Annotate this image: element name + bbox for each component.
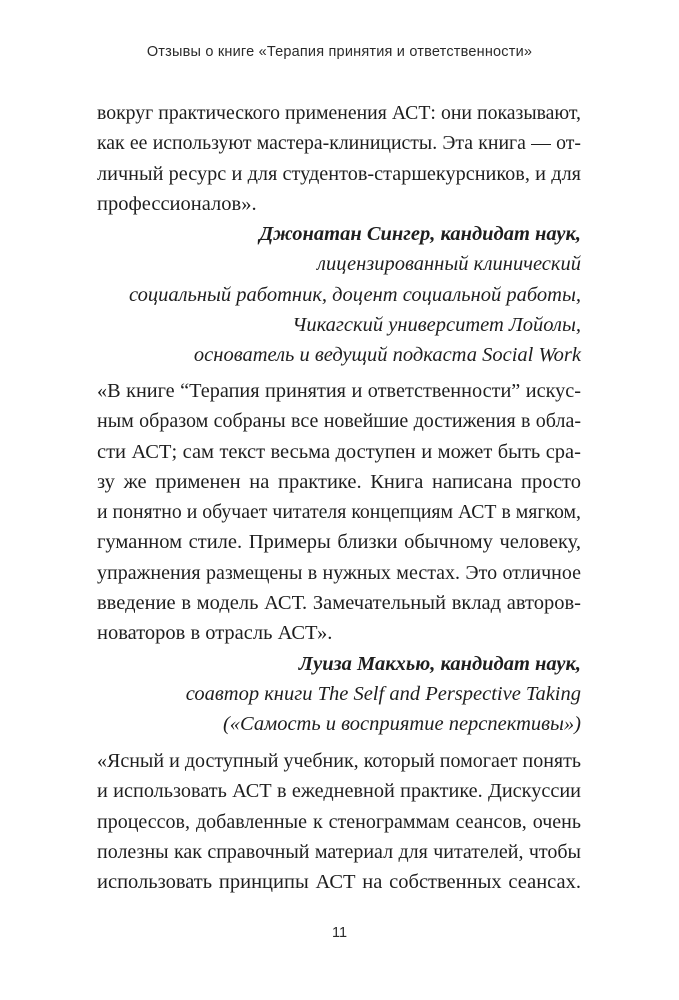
review-quote-1 xyxy=(97,98,581,371)
quote-line: личный ресурс и для студентов-старшекурсников, и для xyxy=(97,162,581,185)
quote-line: вокруг практического применения АСТ: они показывают, xyxy=(97,102,581,124)
reviewer-role: социальный работник, доцент социальной работы, xyxy=(129,283,581,306)
running-header: Отзывы о книге «Терапия принятия и ответственности» xyxy=(146,44,533,60)
quote-line: использовать принципы АСТ на собственных сеансах. xyxy=(97,871,581,894)
reviewer-name: Джонатан Сингер, кандидат наук, xyxy=(259,223,581,246)
reviewer-role: основатель и ведущий подкаста Social Work xyxy=(193,344,581,367)
quote-line: ным образом собраны все новейшие достижения в обла- xyxy=(97,410,581,433)
quote-line: процессов, добавленные к стенограммам сеансов, очень xyxy=(97,810,581,833)
quote-line: «Ясный и доступный учебник, который помогает понять xyxy=(97,750,581,772)
quote-line: упражнения размещены в нужных местах. Это отличное xyxy=(97,561,581,584)
review-quote-2 xyxy=(97,376,581,740)
quote-line: гуманном стиле. Примеры близки обычному человеку, xyxy=(97,531,581,554)
reviewer-role: Чикагский университет Лойолы, xyxy=(292,314,581,337)
quote-line: зу же применен на практике. Книга написана просто xyxy=(97,470,581,493)
quote-line: как ее используют мастера-клиницисты. Эта книга — от- xyxy=(97,132,581,155)
reviewer-name: Луиза Макхью, кандидат наук, xyxy=(298,652,581,675)
quote-line: сти АСТ; сам текст весьма доступен и может быть сра- xyxy=(97,440,581,463)
quote-line: и понятно и обучает читателя концепциям АСТ в мягком, xyxy=(97,501,581,524)
quote-line: профессионалов». xyxy=(97,192,257,215)
quote-line: новаторов в отрасль АСТ». xyxy=(97,622,333,645)
quote-line: «В книге “Терапия принятия и ответственности” искус- xyxy=(97,380,581,402)
reviewer-role: лицензированный клинический xyxy=(317,253,581,276)
page-number: 11 xyxy=(331,925,348,941)
reviewer-role: («Самость и восприятие перспективы») xyxy=(222,713,581,736)
quote-line: полезны как справочный материал для читателей, чтобы xyxy=(97,840,581,863)
quote-line: и использовать АСТ в ежедневной практике. Дискуссии xyxy=(97,780,581,803)
quote-line: введение в модель АСТ. Замечательный вклад авторов- xyxy=(97,592,581,615)
reviewer-role: соавтор книги The Self and Perspective Taking xyxy=(185,682,581,705)
review-quote-3 xyxy=(97,746,581,897)
